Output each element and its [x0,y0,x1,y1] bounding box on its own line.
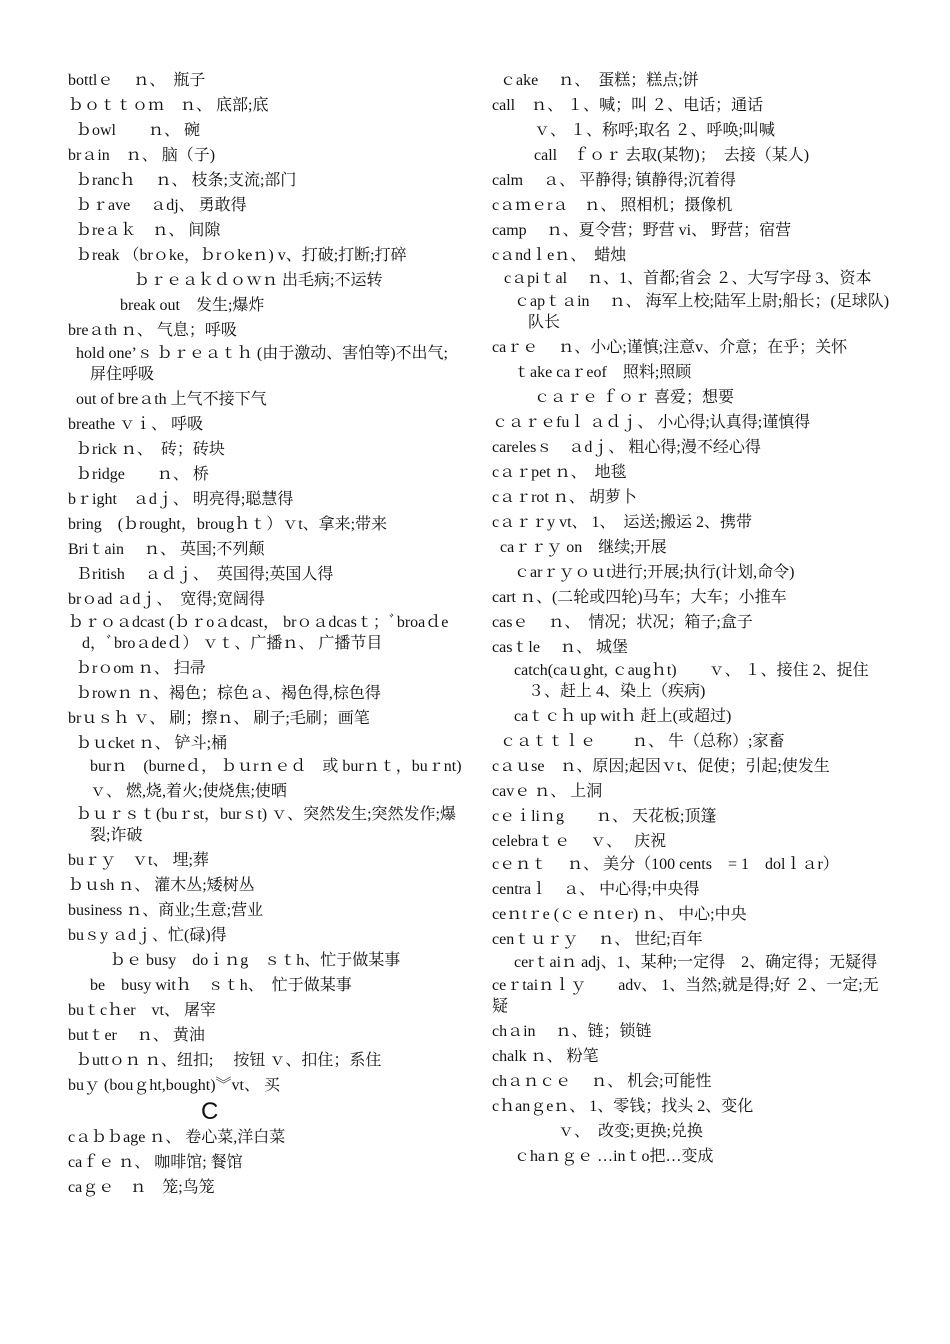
vocab-entry: carelesｓ ａdｊ、 粗心得;漫不经心得 [492,439,761,456]
vocab-entry: Briｔain ｎ、 英国;不列颠 [68,541,265,558]
vocab-entry: cａｒrot ｎ、 胡萝卜 [492,489,637,506]
vocab-entry: hold one’ｓ ｂｒｅａｔｈ (由于激动、害怕等)不出气;屏住呼吸 [76,345,448,383]
vocab-entry: cａｕse ｎ、原因;起因ｖt、促使；引起;使发生 [492,758,830,775]
vocab-entry: cｅｎｔ ｎ、 美分（100 cents = 1 dolｌａr） [492,856,839,873]
vocab-entry: cart ｎ、(二轮或四轮)马车；大车；小推车 [492,589,787,606]
vocab-entry: buｙ (bouｇht,bought)︾vt、 买 [68,1077,280,1094]
vocab-entry: caｔｃｈ up witｈ 赶上(或超过) [514,708,732,725]
vocab-entry: cａpiｔal ｎ、1、首都;省会 ２、大写字母 3、资本 [504,270,872,287]
vocab-entry: cａｍｅrａ ｎ、 照相机；摄像机 [492,197,733,214]
vocab-entry: caｆｅ ｎ、 咖啡馆; 餐馆 [68,1154,243,1171]
vocab-entry: celebraｔｅ ｖ、 庆祝 [492,833,667,850]
vocab-entry: ｃarｒｙｏｕt进行;开展;执行(计划,命令) [514,564,795,581]
vocab-entry: break out 发生;爆炸 [120,297,265,314]
vocab-entry: brｕｓｈ ｖ、 刷；擦ｎ、 刷子;毛刷；画笔 [68,710,370,727]
vocab-entry: ｖ、 改变;更换;兑换 [558,1123,703,1140]
vocab-entry: cａndｌeｎ、 蜡烛 [492,247,627,264]
vocab-entry: bring (ｂrought，brougｈｔ）ｖt、拿来;带来 [68,516,388,533]
vocab-entry: ｖ、 １、称呼;取名 ２、呼唤;叫喊 [534,122,775,139]
vocab-entry: cenｔｕｒｙ ｎ、 世纪;百年 [492,931,703,948]
vocab-entry: chａin ｎ、链；锁链 [492,1023,652,1040]
vocab-entry: buｓy ａdｊ、忙(碌)得 [68,927,227,944]
vocab-entry: ｂｒｅａｋｄｏｗｎ 出毛病;不运转 [134,272,383,289]
vocab-entry: ｃａｒｅ ｆｏｒ 喜爱；想要 [534,389,735,406]
vocab-entry: caｒｒｙ on 继续;开展 [500,539,667,556]
vocab-entry: ｖ、 燃,烧,着火;使烧焦;使晒 [90,783,287,800]
vocab-entry: call ｎ、 １、喊；叫 ２、电话；通话 [492,97,764,114]
vocab-entry: cａｒpet ｎ、 地毯 [492,464,627,481]
vocab-entry: ｂｏｔｔｏｍ ｎ、 底部;底 [68,97,269,114]
vocab-entry: ｂｒave ａdj、 勇敢得 [76,197,247,214]
vocab-entry: ceｒtaiｎｌｙ adv、 1、当然;就是得;好 ２、一定;无疑 [492,977,879,1015]
vocab-entry: ｃapｔａin ｎ、 海军上校;陆军上尉;船长；(足球队)队长 [514,293,890,331]
vocab-entry: ｂuttｏｎ ｎ、纽扣; 按钮 ｖ、扣住；系住 [76,1052,382,1069]
vocab-entry: ｃake ｎ、 蛋糕；糕点;饼 [500,72,699,89]
vocab-entry: casｔle ｎ、 城堡 [492,639,628,656]
vocab-entry: brａin ｎ、 脑（子) [68,147,216,164]
vocab-entry: ｂrick ｎ、 砖；砖块 [76,441,225,458]
left-column [68,68,463,1200]
vocab-entry: breathe ｖｉ、 呼吸 [68,416,204,433]
vocab-entry: ｃａｔｔｌｅ ｎ、 牛（总称）;家畜 [500,733,785,750]
vocab-entry: bｒight ａdｊ、 明亮得;聪慧得 [68,491,294,508]
vocab-entry: cｈanｇeｎ、 1、零钱；找头 2、变化 [492,1098,754,1115]
vocab-entry: butｔer ｎ、 黄油 [68,1027,205,1044]
vocab-entry: business ｎ、商业;生意;营业 [68,902,264,919]
vocab-entry: chａｎｃｅ ｎ、 机会;可能性 [492,1073,712,1090]
vocab-entry: centraｌ ａ、 中心得;中央得 [492,881,700,898]
vocab-entry: cｅｉliｎg ｎ、 天花板;顶篷 [492,808,717,825]
vocab-entry: camp ｎ、夏令营；野营 vi、 野营；宿营 [492,222,792,239]
vocab-entry: ｂowl ｎ、 碗 [76,122,201,139]
right-column [492,68,892,1169]
vocab-entry: ｔake caｒeof 照料;照顾 [514,364,692,381]
vocab-entry: chalk ｎ、 粉笔 [492,1048,599,1065]
vocab-entry: be busy witｈ ｓｔh、 忙于做某事 [90,977,352,994]
vocab-entry: call ｆｏｒ 去取(某物)； 去接（某人) [534,147,810,164]
vocab-entry: caｇｅ ｎ 笼;鸟笼 [68,1179,215,1196]
vocab-entry: ｂｕsh ｎ、 灌木丛;矮树丛 [68,877,255,894]
vocab-entry: cａｒｒy vt、 1、 运送;搬运 2、携带 [492,514,752,531]
vocab-entry: calm ａ、 平静得; 镇静得;沉着得 [492,172,736,189]
vocab-entry: ｂｕcket ｎ、 铲斗;桶 [76,735,228,752]
vocab-entry: ｂrｏom ｎ、 扫帚 [76,660,206,677]
vocab-entry: ｂridge ｎ、 桥 [76,466,209,483]
vocab-entry: ｂrowｎ ｎ、褐色；棕色ａ、褐色得,棕色得 [76,685,381,702]
vocab-entry: breａth ｎ、 气息；呼吸 [68,322,237,339]
vocab-entry: ｂｒｏａdcast (ｂｒoａdcast， brｏａdcasｔ；ﾞbroaｄed，ﾞbroａdeｄ） ｖｔ、广播ｎ、 广播节目 [68,614,449,652]
vocab-entry: Ｂritish ａｄｊ、 英国得;英国人得 [76,566,334,583]
vocab-entry: caｒｅ ｎ、小心;谨慎;注意v、介意；在乎；关怀 [492,339,848,356]
vocab-entry: cａｂｂage ｎ、 卷心菜,洋白菜 [68,1129,286,1146]
vocab-entry: catch(caｕght, ｃaugｈt) ｖ、 １、接住 2、捉住 ３、赶上 4、染上（疾病) [514,662,873,700]
vocab-entry: out of breａth 上气不接下气 [76,391,267,408]
vocab-entry: ｃhaｎｇｅ …inｔo把…变成 [514,1148,714,1165]
section-letter-heading: C [201,1098,219,1125]
vocab-entry: ｂreａｋ ｎ、 间隙 [76,222,221,239]
vocab-entry: bottlｅ ｎ、 瓶子 [68,72,206,89]
vocab-entry: ｂｕｒｓｔ(buｒst，burｓt) ｖ、突然发生;突然发作;爆裂;诈破 [76,806,456,844]
vocab-entry: ｃａｒｅfuｌ ａｄｊ、 小心得;认真得;谨慎得 [492,414,811,431]
vocab-entry: casｅ ｎ、 情况；状况；箱子;盒子 [492,614,753,631]
vocab-entry: buｔcｈer vt、 屠宰 [68,1002,216,1019]
vocab-entry: ceｎtｒe (ｃｅｎtｅr) ｎ、 中心;中央 [492,906,747,923]
vocab-entry: buｒｙ ｖt、 埋;葬 [68,852,209,869]
vocab-entry: brｏad ａdｊ、 宽得;宽阔得 [68,591,265,608]
vocab-entry: cerｔaiｎ adj、1、某种;一定得 2、确定得；无疑得 [514,954,878,971]
vocab-entry: ｂｅ busy doｉｎg ｓｔh、忙于做某事 [110,952,401,969]
vocab-entry: ｂreak （brｏke，ｂrｏkeｎ) v、打破;打断;打碎 [76,247,407,264]
vocab-entry: cavｅ ｎ、 上洞 [492,783,603,800]
vocab-entry: burｎ (burneｄ， ｂｕrｎｅｄ 或 burｎｔ，buｒnt) [90,758,462,775]
vocab-entry: ｂrancｈ ｎ、 枝条;支流;部门 [76,172,297,189]
